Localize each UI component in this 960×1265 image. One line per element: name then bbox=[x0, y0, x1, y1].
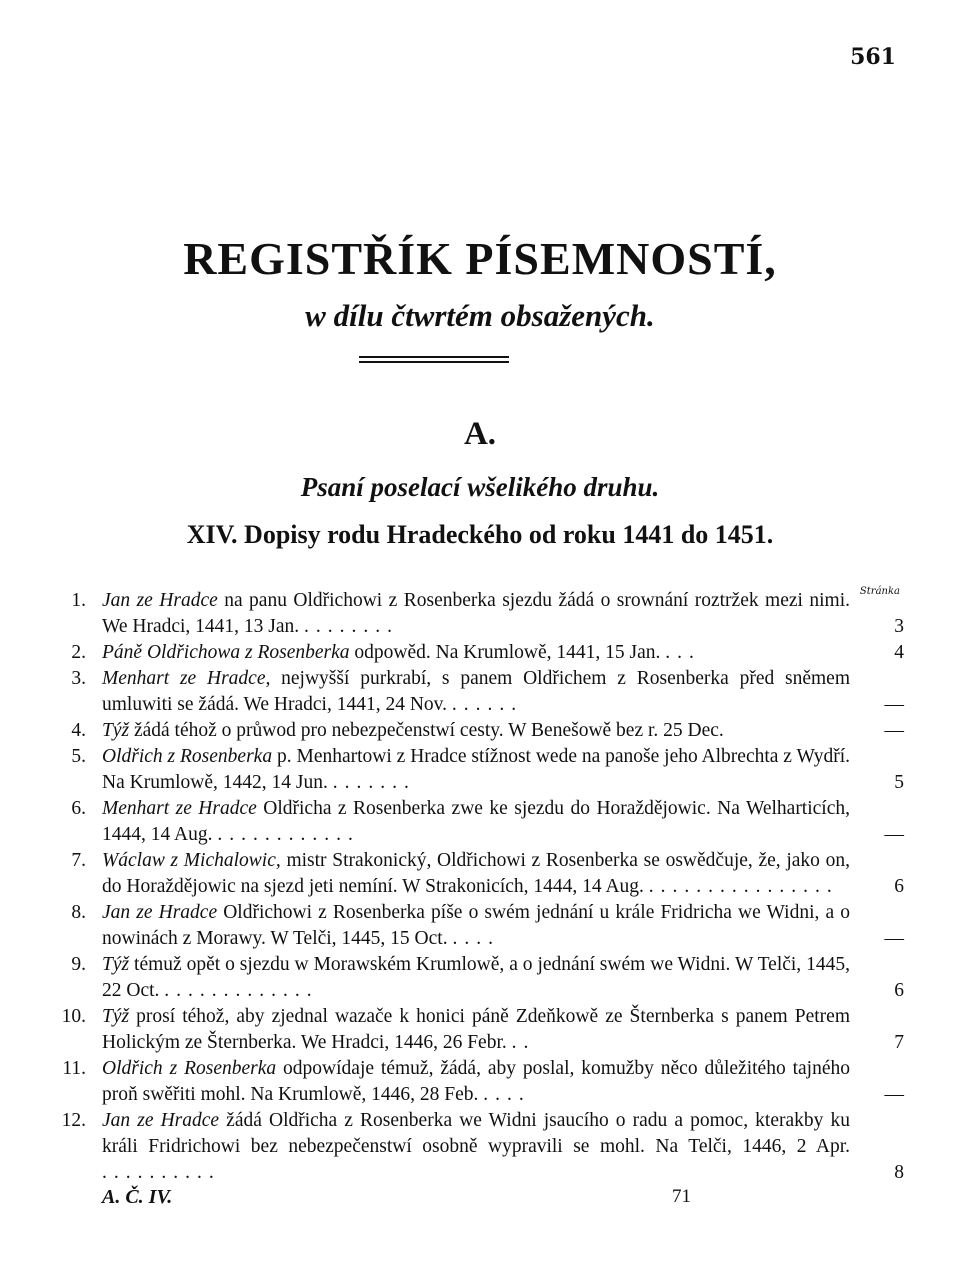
entry-author: Wáclaw z Michalowic, bbox=[102, 850, 281, 871]
sheet-number: 71 bbox=[672, 1186, 691, 1207]
entry-author: Týž bbox=[102, 1006, 130, 1027]
entry-author: Týž bbox=[102, 720, 130, 741]
entry-text: na panu Oldřichowi z Rosenberka sjezdu žádá o srownání roztržek mezi nimi. We Hradci, 1441, 13 Jan. bbox=[102, 590, 851, 637]
entry-author: Týž bbox=[102, 954, 130, 975]
entry-author: Menhart ze Hradce bbox=[102, 798, 257, 819]
entry-page: — bbox=[884, 928, 904, 949]
entry-page: 4 bbox=[894, 642, 904, 663]
entry-text: odpowídaje témuž, žádá, aby poslal, komužby něco důležitého tajného proň swěřiti mohl. Na Krumlowě, 1446, 28 Feb. bbox=[102, 1058, 851, 1105]
entry-author: Oldřich z Rosenberka bbox=[102, 746, 273, 767]
entry-page: 7 bbox=[894, 1032, 904, 1053]
entry-author: Oldřich z Rosenberka bbox=[102, 1058, 277, 1079]
list-item: 10. Týž prosí téhož, aby zjednal wazače k honici páně Zdeňkowě ze Šternberka s panem Petrem Holickým ze Šternberka. We Hradci, 1446, 26 Febr. .. 7 bbox=[56, 1004, 906, 1056]
entry-number: 11. bbox=[62, 1058, 86, 1079]
list-item: 8. Jan ze Hradce Oldřichowi z Rosenberka píše o swém jednání u krále Fridricha we Widni, a o nowinách z Morawy. W Telči, 1445, 15 Oct. .... — bbox=[56, 900, 906, 952]
entry-text: odpowěd. Na Krumlowě, 1441, 15 Jan. bbox=[354, 642, 661, 663]
list-item: 6. Menhart ze Hradce Oldřicha z Rosenberka zwe ke sjezdu do Horaždějowic. Na Welharticích, 1444, 14 Aug. ............ — bbox=[56, 796, 906, 848]
entry-page: 6 bbox=[894, 980, 904, 1001]
entry-page: — bbox=[884, 720, 904, 741]
entry-page: 3 bbox=[894, 616, 904, 637]
section-letter: A. bbox=[463, 416, 497, 452]
list-item: 9. Týž témuž opět o sjezdu w Morawském Krumlowě, a o jednání swém we Widni. W Telči, 1445, 22 Oct. ............. 6 bbox=[56, 952, 906, 1004]
entry-text: p. Menhartowi z Hradce stížnost wede na panoše jeho Albrechta z Wydří. Na Krumlowě, 1442, 14 Jun. bbox=[102, 746, 851, 793]
list-item: 1. Jan ze Hradce na panu Oldřichowi z Rosenberka sjezdu žádá o srownání roztržek mezi nimi. We Hradci, 1441, 13 Jan. ........ 3 bbox=[56, 588, 906, 640]
subsection-heading: XIV. Dopisy rodu Hradeckého od roku 1441 do 1451. bbox=[186, 520, 774, 549]
entry-page: 5 bbox=[894, 772, 904, 793]
entry-number: 12. bbox=[61, 1110, 86, 1131]
page-column-header: Stránka bbox=[859, 586, 900, 597]
entry-text: nejwyšší purkrabí, s panem Oldřichem z Rosenberka před sněmem umluwiti se žádá. We Hradci, 1441, 24 Nov. bbox=[102, 668, 851, 715]
entry-text: mistr Strakonický, Oldřichowi z Rosenberka se oswědčuje, že, jako on, do Horaždějowic na sjezd jeti nemíní. W Strakonicích, 1444, 14 Aug. bbox=[102, 850, 850, 897]
entry-number: 6. bbox=[71, 798, 86, 819]
entry-text: žádá Oldřicha z Rosenberka we Widni jsaucího o radu a pomoc, kterakby ku králi Fridrichowi bez nebezpečenstwí osobně wypravili se mohl. Na Telči, 1446, 2 Apr. bbox=[102, 1110, 850, 1157]
entry-text: prosí téhož, aby zjednal wazače k honici páně Zdeňkowě ze Šternberka s panem Petrem Holickým ze Šternberka. We Hradci, 1446, 26 Febr. bbox=[102, 1006, 850, 1053]
entry-author: Jan ze Hradce bbox=[102, 590, 218, 611]
list-item: 12. Jan ze Hradce žádá Oldřicha z Rosenberka we Widni jsaucího o radu a pomoc, kterakby ku králi Fridrichowi bez nebezpečenstwí osobně wypravili se mohl. Na Telči, 1446, 2 Apr. .......... 8 bbox=[56, 1108, 906, 1186]
signature-mark: A. Č. IV. bbox=[102, 1186, 173, 1208]
list-item: 3. Menhart ze Hradce, nejwyšší purkrabí, s panem Oldřichem z Rosenberka před sněmem umluwiti se žádá. We Hradci, 1441, 24 Nov. ...... — bbox=[56, 666, 906, 718]
title-rule-bottom bbox=[359, 361, 509, 363]
list-item: 7. Wáclaw z Michalowic, mistr Strakonický, Oldřichowi z Rosenberka se oswědčuje, že, jako on, do Horaždějowic na sjezd jeti nemíní. W Strakonicích, 1444, 14 Aug. ................ 6 bbox=[56, 848, 906, 900]
entry-number: 8. bbox=[71, 902, 86, 923]
entry-text: Oldřichowi z Rosenberka píše o swém jednání u krále Fridricha we Widni, a o nowinách z Morawy. W Telči, 1445, 15 Oct. bbox=[102, 902, 850, 949]
entry-list bbox=[56, 588, 906, 1186]
page-number: 561 bbox=[850, 44, 896, 70]
entry-number: 2. bbox=[71, 642, 86, 663]
entry-number: 7. bbox=[71, 850, 86, 871]
list-item: 5. Oldřich z Rosenberka p. Menhartowi z Hradce stížnost wede na panoše jeho Albrechta z Wydří. Na Krumlowě, 1442, 14 Jun. ....... 5 bbox=[56, 744, 906, 796]
entry-text: témuž opět o sjezdu w Morawském Krumlowě, a o jednání swém we Widni. W Telči, 1445, 22 Oct. bbox=[102, 954, 850, 1001]
list-item bbox=[56, 718, 906, 744]
entry-number: 1. bbox=[71, 590, 86, 611]
list-item: 2. Páně Oldřichowa z Rosenberka odpowěd. Na Krumlowě, 1441, 15 Jan. ... 4 bbox=[56, 640, 906, 666]
entry-author: Jan ze Hradce bbox=[102, 902, 218, 923]
page-subtitle: w dílu čtwrtém obsažených. bbox=[305, 298, 655, 333]
entry-page: 6 bbox=[894, 876, 904, 897]
list-item: 11. Oldřich z Rosenberka odpowídaje témuž, žádá, aby poslal, komužby něco důležitého tajného proň swěřiti mohl. Na Krumlowě, 1446, 28 Feb. .... — bbox=[56, 1056, 906, 1108]
title-rule-top bbox=[359, 356, 509, 358]
entry-number: 3. bbox=[71, 668, 86, 689]
entry-page: — bbox=[884, 694, 904, 715]
entry-text: Oldřicha z Rosenberka zwe ke sjezdu do Horaždějowic. Na Welharticích, 1444, 14 Aug. bbox=[102, 798, 850, 845]
entry-page: 8 bbox=[894, 1162, 904, 1183]
entry-author: Páně Oldřichowa z Rosenberka bbox=[102, 642, 350, 663]
entry-page: — bbox=[884, 824, 904, 845]
page-title: REGISTŘÍK PÍSEMNOSTÍ, bbox=[183, 233, 777, 284]
entry-number: 4. bbox=[71, 720, 86, 741]
entry-number: 5. bbox=[71, 746, 86, 767]
entry-author: Menhart ze Hradce, bbox=[102, 668, 271, 689]
entry-number: 10. bbox=[61, 1006, 86, 1027]
entry-page: — bbox=[884, 1084, 904, 1105]
entry-number: 9. bbox=[71, 954, 86, 975]
entry-author: Jan ze Hradce bbox=[102, 1110, 220, 1131]
entry-text: žádá téhož o průwod pro nebezpečenstwí cesty. W Benešowě bez r. 25 Dec. bbox=[133, 720, 724, 741]
section-title: Psaní poselací wšelikého druhu. bbox=[300, 472, 660, 502]
